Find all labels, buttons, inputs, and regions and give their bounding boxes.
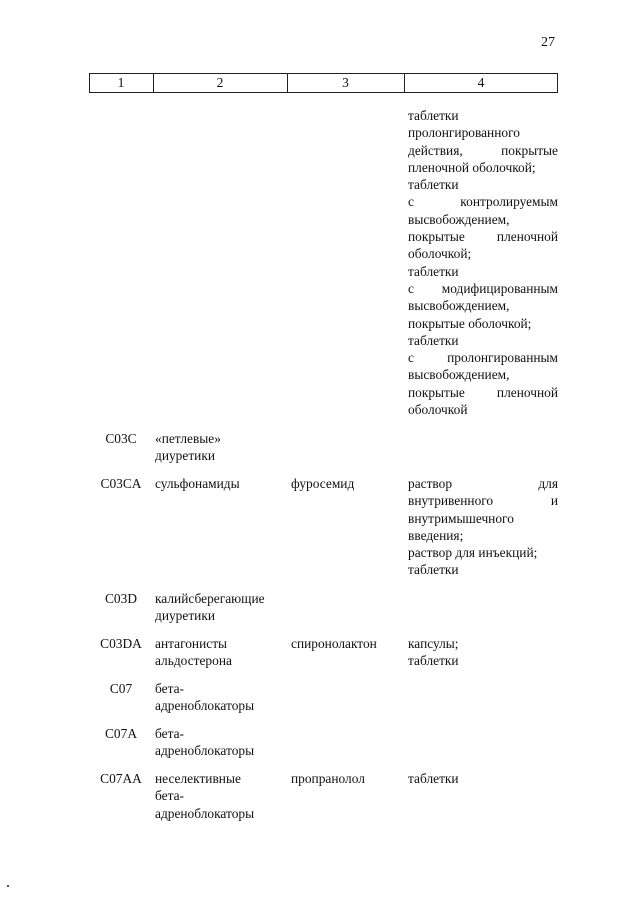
dosage-forms (408, 475, 558, 579)
atc-code: C03D (105, 591, 137, 606)
dosage-forms (408, 770, 558, 787)
form-line: покрытые оболочкой; (408, 315, 532, 331)
atc-code: C07A (105, 726, 137, 741)
form-line: таблетки (408, 332, 459, 348)
text-line: бета- (155, 681, 184, 696)
form-line: с пролонгированным (408, 350, 558, 366)
form-line: покрытые пленочной (408, 384, 558, 400)
form-line: покрытые пленочной (408, 229, 558, 245)
drug-name: пропранолол (291, 771, 365, 786)
table-header (89, 73, 558, 93)
form-line: таблетки (408, 263, 459, 279)
group-name (155, 590, 285, 625)
form-line: введения; (408, 527, 464, 543)
atc-code: C03DA (100, 636, 142, 651)
form-line: высвобождением, (408, 211, 510, 227)
text-line: альдостерона (155, 653, 232, 669)
text-line: адреноблокаторы (155, 698, 255, 714)
drug-name: спиронолактон (291, 636, 377, 651)
form-line: высвобождением, (408, 298, 510, 314)
form-line: раствор для инъекций; (408, 545, 538, 561)
drug-name: фуросемид (291, 476, 355, 491)
form-line: таблетки (408, 177, 459, 193)
text-line: таблетки (408, 653, 459, 669)
form-line: с модифицированным (408, 280, 558, 296)
text-line: бета- (155, 726, 184, 741)
atc-code: C03CA (100, 476, 142, 491)
text-line: таблетки (408, 771, 459, 786)
text-line: капсулы; (408, 636, 459, 651)
form-line: пролонгированного (408, 125, 520, 141)
group-name (155, 770, 285, 822)
form-line: оболочкой; (408, 246, 472, 262)
atc-code: C07 (109, 681, 133, 696)
text-line: антагонисты (155, 636, 228, 651)
atc-code: C03C (105, 431, 137, 446)
header-col-4: 4 (477, 75, 485, 90)
text-line: диуретики (155, 448, 216, 464)
text-line: сульфонамиды (155, 476, 240, 491)
text-line: адреноблокаторы (155, 743, 255, 759)
header-col-3: 3 (342, 75, 349, 90)
form-line: высвобождением, (408, 367, 510, 383)
form-line: с контролируемым (408, 194, 558, 210)
group-name (155, 475, 285, 492)
header-col-2: 2 (216, 75, 224, 90)
page-number: 27 (541, 35, 555, 50)
group-name (155, 635, 285, 670)
form-line: таблетки (408, 562, 459, 578)
text-line: бета- (155, 788, 184, 804)
group-name (155, 725, 285, 760)
text-line: «петлевые» (155, 431, 221, 446)
text-line: диуретики (155, 608, 216, 624)
text-line: калийсберегающие (155, 591, 265, 606)
atc-code: C07AA (100, 771, 142, 786)
group-name (155, 680, 285, 715)
group-name (155, 430, 285, 465)
text-line: адреноблокаторы (155, 805, 255, 821)
form-line: оболочкой (408, 402, 468, 418)
form-line: раствор для (408, 476, 558, 491)
continuation-dosage-forms (408, 107, 558, 418)
form-line: внутримышечного (408, 510, 514, 526)
header-divider (557, 74, 558, 92)
form-line: действия, покрытые (408, 142, 558, 158)
form-line: таблетки (408, 108, 459, 123)
dosage-forms (408, 635, 558, 670)
header-col-1: 1 (117, 75, 125, 90)
text-line: неселективные (155, 771, 241, 786)
scan-speck (7, 885, 9, 887)
form-line: внутривенного и (408, 493, 558, 509)
form-line: пленочной оболочкой; (408, 159, 536, 175)
